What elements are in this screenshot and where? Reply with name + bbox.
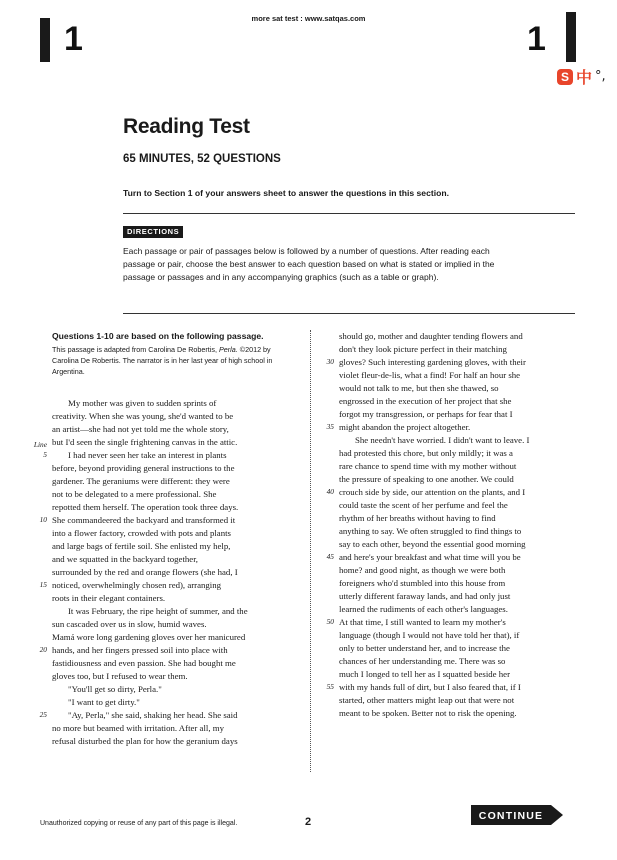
passage-line: much I longed to tell her as I squatted beside her: [339, 669, 510, 679]
passage-line: sun cascaded over us in slow, humid waves.: [52, 619, 207, 629]
line-number: 40: [326, 487, 334, 496]
passage-intro-block: [52, 330, 282, 377]
directions-label: DIRECTIONS: [123, 226, 183, 238]
passage-line: and large bags of fertile soil. She enlisted my help,: [52, 541, 231, 551]
line-number: 30: [326, 357, 334, 366]
passage-line: repotted them herself. The operation took three days.: [52, 502, 239, 512]
passage-line: rhythm of her breaths without having to find: [339, 513, 496, 523]
line-number: 50: [326, 617, 334, 626]
section-marker-bar-left: [40, 18, 50, 62]
passage-line: gardener. The geraniums were different: they were: [52, 476, 230, 486]
passage-line: My mother was given to sudden sprints of: [68, 398, 217, 408]
line-number: 15: [39, 580, 47, 589]
passage-line: with my hands full of dirt, but I also feared that, if I: [339, 682, 521, 692]
passage-line: "Ay, Perla," she said, shaking her head. She said: [68, 710, 238, 720]
passage-line: She commandeered the backyard and transformed it: [52, 515, 236, 525]
passage-line: "You'll get so dirty, Perla.": [68, 684, 162, 694]
directions-text: Each passage or pair of passages below is followed by a number of questions. After reading each passage or pair, choose the best answer to each question based on what is stated or implied in the passage or passages and in any accompanying graphics (such as a table or graph).: [123, 246, 495, 282]
passage-right-column: [339, 330, 579, 720]
continue-button[interactable]: [471, 805, 563, 825]
section-instruction: Turn to Section 1 of your answers sheet to answer the questions in this section.: [123, 188, 449, 198]
passage-line: rare chance to spend time with my mother without: [339, 461, 517, 471]
passage-line: had protested this chore, but only mildly; it was a: [339, 448, 513, 458]
passage-line: could taste the scent of her perfume and feel the: [339, 500, 508, 510]
section-number-left: 1: [64, 20, 83, 58]
divider-line: [123, 313, 575, 314]
passage-line: gloves too, but I refused to wear them.: [52, 671, 188, 681]
passage-line: only to better understand her, and to increase the: [339, 643, 510, 653]
passage-line: engrossed in the execution of her project that she: [339, 396, 512, 406]
passage-line: utterly different faraway lands, and had only just: [339, 591, 511, 601]
passage-line: forgot my transgression, or perhaps for fear that I: [339, 409, 513, 419]
passage-line: hands, and her fingers pressed soil into place with: [52, 645, 228, 655]
passage-line: She needn't have worried. I didn't want to leave. I: [355, 435, 530, 445]
page-subtitle: 65 MINUTES, 52 QUESTIONS: [123, 153, 281, 165]
passage-line: learned the rudiments of each other's languages.: [339, 604, 508, 614]
continue-arrow-icon: [471, 805, 563, 825]
passage-line: might abandon the project altogether.: [339, 422, 471, 432]
passage-line: would not talk to me, but then she thawed, so: [339, 383, 499, 393]
passage-line: don't they look picture perfect in their matching: [339, 344, 507, 354]
passage-line: before, beyond providing general instructions to the: [52, 463, 235, 473]
passage-line: surrounded by the red and orange flowers (she had, I: [52, 567, 238, 577]
passage-line: started, other matters might leap out that were not: [339, 695, 515, 705]
line-number: 20: [39, 645, 47, 654]
ime-punctuation-toggle[interactable]: °,: [595, 69, 606, 84]
line-number: 10: [39, 515, 47, 524]
passage-line: gloves? Such interesting gardening gloves, with their: [339, 357, 526, 367]
passage-line: into a flower factory, crowded with pots and plants: [52, 528, 231, 538]
section-number-right: 1: [527, 20, 546, 58]
passage-source-note: This passage is adapted from Carolina De Robertis, Perla. ©2012 by Carolina De Robertis. The narrator is in her last year of high school in Argentina.: [52, 345, 273, 376]
line-number: 35: [326, 422, 334, 431]
passage-line: It was February, the ripe height of summer, and the: [68, 606, 248, 616]
passage-line: creativity. When she was young, she'd wanted to be: [52, 411, 234, 421]
ime-indicator[interactable]: [557, 65, 606, 88]
passage-line: "I want to get dirty.": [68, 697, 140, 707]
passage-line: I had never seen her take an interest in plants: [68, 450, 227, 460]
passage-line: violet fleur-de-lis, what a find! For half an hour she: [339, 370, 521, 380]
passage-line: no more but beamed with irritation. After all, my: [52, 723, 224, 733]
passage-line: meant to be spoken. Better not to risk the opening.: [339, 708, 517, 718]
passage-line: and here's your breakfast and what time will you be: [339, 552, 521, 562]
line-number: 25: [39, 710, 47, 719]
passage-line: should go, mother and daughter tending flowers and: [339, 331, 523, 341]
ime-language-toggle[interactable]: 中: [576, 68, 593, 87]
passage-line: an artist—she had not yet told me the whole story,: [52, 424, 229, 434]
passage-line: the pressure of speaking to one another. We could: [339, 474, 514, 484]
passage-line: refusal disturbed the plan for how the geranium days: [52, 736, 238, 746]
line-number: 55: [326, 682, 334, 691]
passage-line: but I'd seen the single frightening canvas in the attic.: [52, 437, 238, 447]
passage-line: and we squatted in the backyard together,: [52, 554, 198, 564]
passage-line: At that time, I still wanted to learn my mother's: [339, 617, 506, 627]
passage-line: anything to say. We often struggled to find things to: [339, 526, 522, 536]
copyright-notice: Unauthorized copying or reuse of any part of this page is illegal.: [40, 820, 238, 827]
page-number: 2: [305, 816, 312, 828]
passage-line: Mamá wore long gardening gloves over her manicured: [52, 632, 246, 642]
passage-left-column: [52, 397, 292, 748]
page-title: Reading Test: [123, 115, 250, 138]
passage-line: chances of her understanding me. There was so: [339, 656, 506, 666]
column-divider: [310, 330, 311, 772]
passage-line: say to each other, beyond the essential good morning: [339, 539, 526, 549]
passage-line: not to be delegated to a mere professional. She: [52, 489, 217, 499]
passage-line: noticed, overwhelmingly chosen red), arranging: [52, 580, 222, 590]
continue-label: CONTINUE: [478, 810, 544, 822]
passage-line: foreigners who'd stumbled into this house from: [339, 578, 506, 588]
header-url: more sat test : www.satqas.com: [251, 14, 366, 23]
passage-line: language (though I would not have told her that), if: [339, 630, 520, 640]
line-number: 45: [326, 552, 334, 561]
questions-heading: Questions 1-10 are based on the following passage.: [52, 331, 264, 341]
passage-line: crouch side by side, our attention on the plants, and I: [339, 487, 526, 497]
passage-line: fastidiousness and even passion. She had bought me: [52, 658, 236, 668]
line-label: Line: [33, 440, 47, 449]
sogou-logo-icon[interactable]: S: [557, 69, 573, 85]
divider-line: [123, 213, 575, 214]
passage-line: home? and good night, as though we were both: [339, 565, 506, 575]
line-number: 5: [43, 450, 47, 459]
passage-line: roots in their elegant containers.: [52, 593, 166, 603]
